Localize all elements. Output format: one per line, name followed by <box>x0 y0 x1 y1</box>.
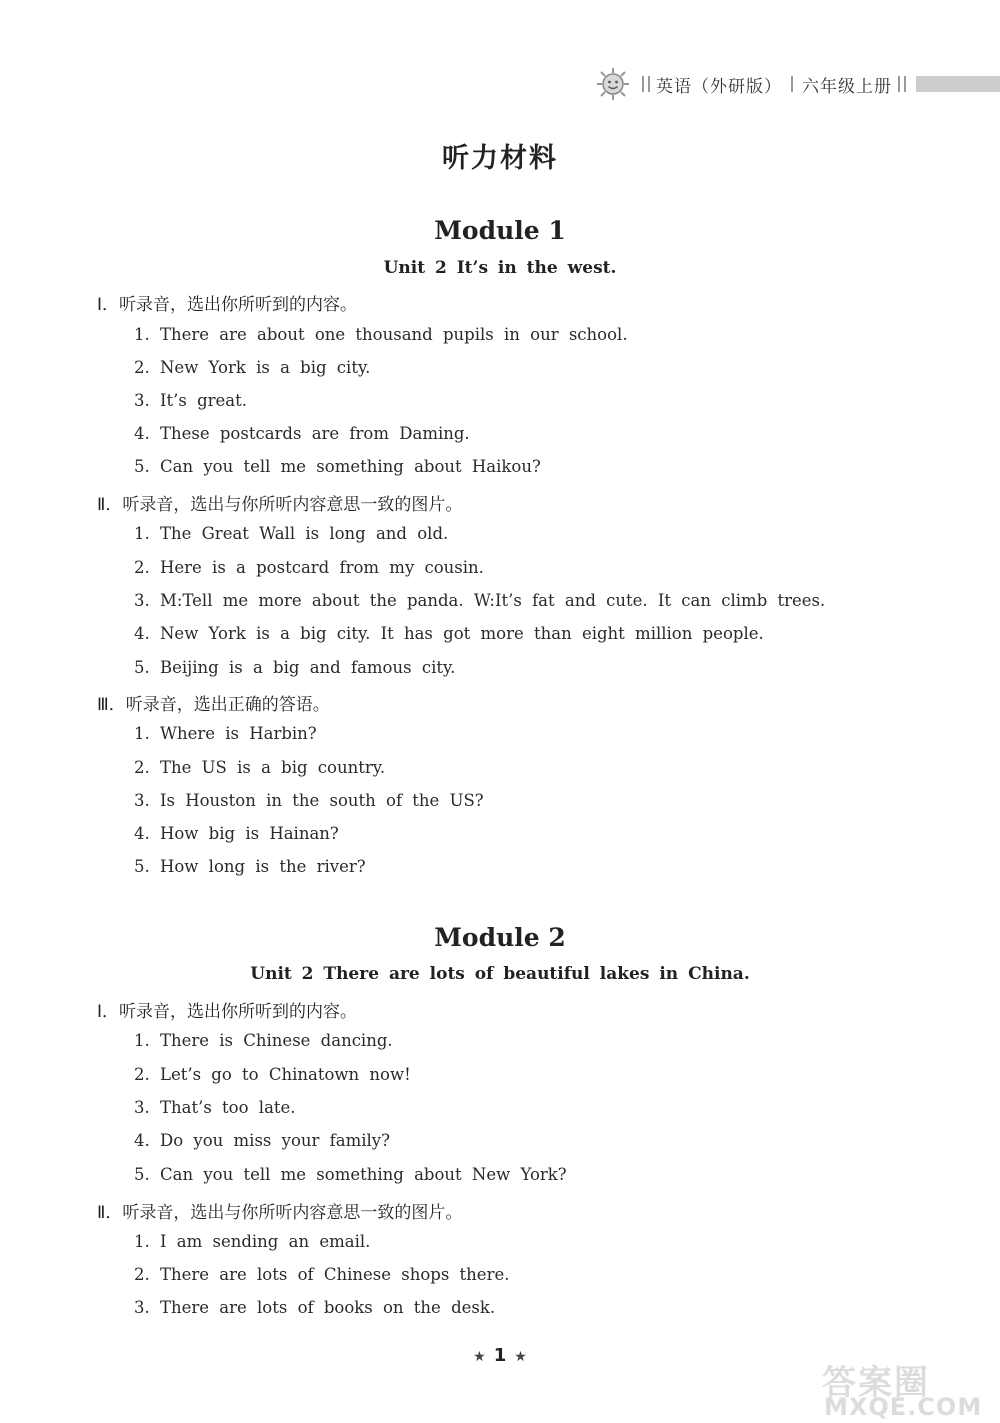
list-item: 5. Can you tell me something about Haikou? <box>134 457 541 476</box>
page-title: 听力材料 <box>442 143 558 174</box>
watermark-url: MXQE.COM <box>824 1393 983 1421</box>
list-item: 3. It’s great. <box>134 391 248 410</box>
list-item: 1. There is Chinese dancing. <box>134 1031 393 1050</box>
section-heading: Ⅱ．听录音，选出与你所听内容意思一致的图片。 <box>97 495 463 515</box>
section-heading: Ⅰ．听录音，选出你所听到的内容。 <box>97 1002 358 1022</box>
section-heading: Ⅰ．听录音，选出你所听到的内容。 <box>97 295 358 315</box>
list-item: 4. These postcards are from Daming. <box>134 424 470 443</box>
page-number: 1 <box>493 1345 507 1366</box>
list-item: 1. I am sending an email. <box>134 1232 371 1251</box>
section-heading: Ⅱ．听录音，选出与你所听内容意思一致的图片。 <box>97 1203 463 1223</box>
list-item: 1. Where is Harbin? <box>134 724 317 743</box>
list-item: 1. There are about one thousand pupils in our school. <box>134 325 628 344</box>
unit-title: Unit 2 There are lots of beautiful lakes in China. <box>250 964 750 984</box>
header-subject: 英语（外研版） <box>656 76 782 97</box>
list-item: 2. New York is a big city. <box>134 358 371 377</box>
running-header <box>596 64 1000 104</box>
list-item: 4. New York is a big city. It has got more than eight million people. <box>134 624 764 643</box>
list-item: 3. Is Houston in the south of the US? <box>134 791 484 810</box>
list-item: 5. Beijing is a big and famous city. <box>134 658 456 677</box>
star-icon: ★ <box>514 1349 527 1365</box>
header-divider <box>642 76 650 92</box>
list-item: 2. There are lots of Chinese shops there. <box>134 1265 510 1284</box>
unit-title: Unit 2 It’s in the west. <box>383 258 617 278</box>
section-heading: Ⅲ．听录音，选出正确的答语。 <box>97 695 330 715</box>
list-item: 2. Here is a postcard from my cousin. <box>134 558 484 577</box>
header-grade: 六年级上册 <box>802 76 892 97</box>
header-divider <box>791 76 793 92</box>
list-item: 1. The Great Wall is long and old. <box>134 524 449 543</box>
list-item: 3. M:Tell me more about the panda. W:It’s fat and cute. It can climb trees. <box>134 591 826 610</box>
watermark <box>822 1355 990 1421</box>
watermark-text: 答案圈 <box>822 1363 930 1403</box>
list-item: 5. How long is the river? <box>134 857 366 876</box>
module-title: Module 1 <box>434 216 566 245</box>
list-item: 2. The US is a big country. <box>134 758 386 777</box>
sun-mascot-icon <box>596 67 630 101</box>
list-item: 4. Do you miss your family? <box>134 1131 390 1150</box>
header-bar <box>916 76 1000 92</box>
list-item: 3. That’s too late. <box>134 1098 296 1117</box>
header-divider <box>898 76 906 92</box>
star-icon: ★ <box>473 1349 486 1365</box>
list-item: 3. There are lots of books on the desk. <box>134 1298 496 1317</box>
module-title: Module 2 <box>434 923 566 952</box>
list-item: 4. How big is Hainan? <box>134 824 339 843</box>
list-item: 5. Can you tell me something about New York? <box>134 1165 567 1184</box>
list-item: 2. Let’s go to Chinatown now! <box>134 1065 411 1084</box>
